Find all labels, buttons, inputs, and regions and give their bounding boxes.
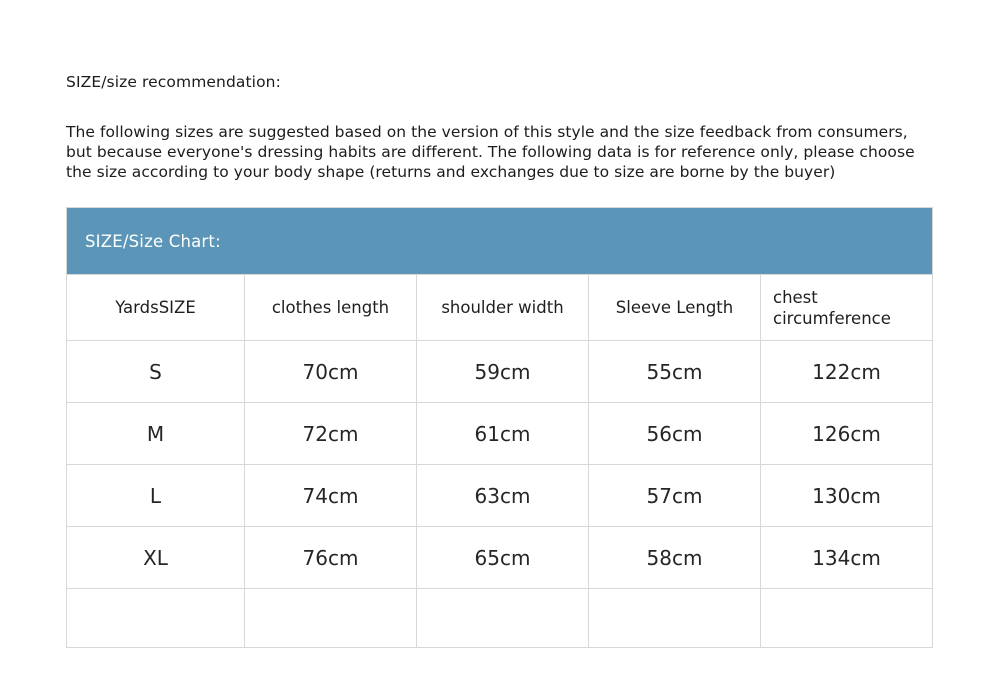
page-title: SIZE/size recommendation:	[66, 73, 281, 91]
size-chart-table	[66, 207, 933, 648]
cell-clothes-length	[245, 589, 417, 648]
table-row	[67, 527, 933, 589]
table-title-text: SIZE/Size Chart:	[85, 231, 221, 251]
table-title-row	[67, 208, 933, 275]
column-header-shoulder-width: shoulder width	[417, 275, 589, 341]
cell-shoulder-width: 59cm	[417, 341, 589, 403]
table-header-row	[67, 275, 933, 341]
cell-chest-circumference: 134cm	[761, 527, 933, 589]
table-row	[67, 341, 933, 403]
cell-shoulder-width	[417, 589, 589, 648]
cell-clothes-length: 74cm	[245, 465, 417, 527]
cell-chest-circumference: 122cm	[761, 341, 933, 403]
cell-sleeve-length: 57cm	[589, 465, 761, 527]
cell-sleeve-length	[589, 589, 761, 648]
intro-paragraph	[66, 122, 936, 182]
column-header-chest-circumference: chest circumference	[761, 275, 933, 341]
cell-chest-circumference: 130cm	[761, 465, 933, 527]
table-title-cell	[67, 208, 933, 275]
cell-size: M	[67, 403, 245, 465]
cell-size: L	[67, 465, 245, 527]
column-header-clothes-length: clothes length	[245, 275, 417, 341]
cell-chest-circumference: 126cm	[761, 403, 933, 465]
cell-clothes-length: 76cm	[245, 527, 417, 589]
intro-text: The following sizes are suggested based on the version of this style and the size feedback from consumers, but because everyone's dressing habits are different. The following data is for reference only, please choose the size according to your body shape (returns and exchanges due to size are borne by the buyer)	[66, 123, 915, 181]
table-row-empty	[67, 589, 933, 648]
cell-size: XL	[67, 527, 245, 589]
table-row	[67, 465, 933, 527]
column-header-size: YardsSIZE	[67, 275, 245, 341]
cell-sleeve-length: 58cm	[589, 527, 761, 589]
cell-sleeve-length: 56cm	[589, 403, 761, 465]
cell-shoulder-width: 63cm	[417, 465, 589, 527]
cell-clothes-length: 72cm	[245, 403, 417, 465]
size-chart-table-wrapper	[66, 207, 932, 648]
cell-size: S	[67, 341, 245, 403]
cell-sleeve-length: 55cm	[589, 341, 761, 403]
cell-clothes-length: 70cm	[245, 341, 417, 403]
cell-shoulder-width: 65cm	[417, 527, 589, 589]
cell-shoulder-width: 61cm	[417, 403, 589, 465]
column-header-sleeve-length: Sleeve Length	[589, 275, 761, 341]
cell-size	[67, 589, 245, 648]
table-row	[67, 403, 933, 465]
cell-chest-circumference	[761, 589, 933, 648]
